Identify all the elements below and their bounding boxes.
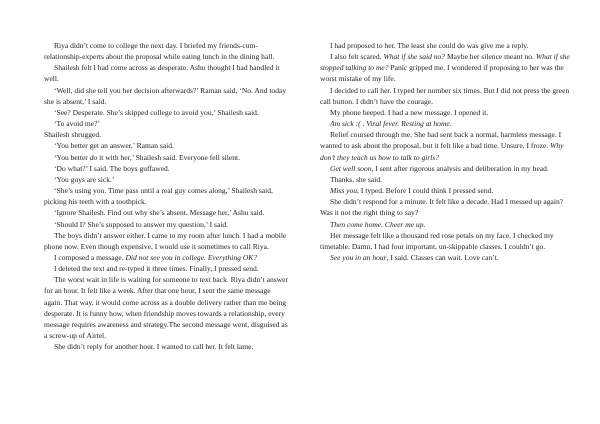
paragraph: ‘She’s using you. Time pass until a real guy comes along,’ Shailesh said, picking his teeth with a toothpick. bbox=[44, 186, 273, 207]
text-run: , I typed. Before I could think I pressed send. bbox=[357, 186, 494, 196]
paragraph: She didn’t respond for a minute. It felt like a decade. Had I messed up again? Was it not the right thing to say? bbox=[320, 197, 564, 218]
text-message: Am sick :( . Viral fever. Resting at home. bbox=[330, 119, 452, 129]
italic-text: What if she stopped talking to me? bbox=[320, 52, 570, 73]
text-run: it with her,’ Shailesh said. Everyone fell silent. bbox=[97, 152, 240, 162]
paragraph bbox=[44, 252, 290, 263]
italic-text: Did not see you in college. Everything OK? bbox=[125, 252, 258, 262]
left-page bbox=[44, 40, 290, 352]
text-run: Relief coursed through me. She had sent back a normal, harmless message. I wanted to ask about the proposal, but it felt like a bad time. Unsure, I froze. bbox=[320, 130, 562, 151]
text-run: I composed a message. bbox=[54, 252, 126, 262]
text-run: ‘You better bbox=[54, 152, 90, 162]
paragraph: Her message felt like a thousand red rose petals on my face. I checked my timetable. Damn, I had four important, un-skippable classes. I couldn’t go. bbox=[320, 230, 554, 251]
paragraph: I deleted the text and re-typed it three times. Finally, I pressed send. bbox=[54, 264, 259, 274]
paragraph: I had proposed to her. The least she could do was give me a reply. bbox=[330, 41, 529, 50]
text-run: Maybe her silence meant no. bbox=[445, 52, 536, 62]
text-run: I also felt scared. bbox=[330, 52, 384, 62]
paragraph: The worst wait in life is waiting for someone to text back. Riya didn’t answer for an hour. It felt like a week. After that one hour, I sent the same message again. That way, it would come across as a double delivery rather than me being desperate. It is funny how, when friendship moves towards a relationship, every message requires awareness and strategy.The second message went, disguised as a screw-up of Airtel. bbox=[44, 275, 288, 341]
paragraph: I decided to call her. I typed her number six times. But I did not press the green call button. I didn’t have the courage. bbox=[320, 85, 570, 106]
paragraph: Thanks, she said. bbox=[330, 174, 382, 184]
paragraph bbox=[320, 252, 574, 263]
text-run: , I sent after rigorous analysis and deliberation in my head. bbox=[371, 163, 549, 173]
paragraph: Riya didn’t come to college the next day. I briefed my friends-cum-relationship-experts about the proposal while eating lunch in the dining hall. bbox=[44, 41, 275, 62]
paragraph: Shailesh felt I had come across as desperate. Ashu thought I had handled it well. bbox=[44, 63, 280, 84]
paragraph: ‘You better get an answer,’ Raman said. bbox=[54, 141, 174, 151]
paragraph: ‘You guys are sick.’ bbox=[54, 174, 115, 184]
paragraph: ‘See? Desperate. She’s skipped college to avoid you,’ Shailesh said. bbox=[54, 107, 259, 117]
paragraph: My phone beeped. I had a new message. I opened it. bbox=[330, 107, 489, 117]
paragraph: ‘Should I? She’s supposed to answer my question,’ I said. bbox=[54, 219, 229, 229]
italic-text: Miss you bbox=[330, 186, 358, 196]
italic-text: What if she said no? bbox=[383, 52, 446, 62]
italic-text: See you in an hour bbox=[330, 252, 387, 262]
text-run: , I said. Classes can wait. Love can’t. bbox=[386, 252, 499, 262]
italic-text: do bbox=[89, 152, 98, 162]
paragraph: Shailesh shrugged. bbox=[44, 130, 102, 140]
paragraph: She didn’t reply for another hour. I wanted to call her. It felt lame. bbox=[54, 342, 254, 352]
text-message: Then come home. Cheer me up. bbox=[330, 219, 426, 229]
italic-text: Get well soon bbox=[330, 163, 372, 173]
right-page bbox=[320, 40, 574, 263]
text-run: Panic gripped me. I wondered if proposing to her was the worst mistake of my life. bbox=[320, 63, 564, 84]
paragraph: ‘Do what?’ I said. The boys guffawed. bbox=[54, 163, 170, 173]
paragraph: ‘To avoid me?’ bbox=[54, 119, 100, 129]
paragraph: The boys didn’t answer either. I came to my room after lunch. I had a mobile phone now. Even though expensive, I would use it sometimes to call Riya. bbox=[44, 230, 287, 251]
paragraph: ‘Ignore Shailesh. Find out why she’s absent. Message her,’ Ashu said. bbox=[54, 208, 265, 218]
italic-text: Why don’t they teach us how to talk to girls? bbox=[320, 141, 564, 162]
paragraph: ‘Well, did she tell you her decision afterwards?’ Raman said, ‘No. And today she is absent,’ I said. bbox=[44, 85, 287, 106]
paragraph bbox=[320, 129, 574, 162]
paragraph bbox=[320, 51, 574, 84]
paragraph bbox=[320, 185, 574, 196]
paragraph bbox=[320, 163, 574, 174]
paragraph bbox=[44, 152, 290, 163]
